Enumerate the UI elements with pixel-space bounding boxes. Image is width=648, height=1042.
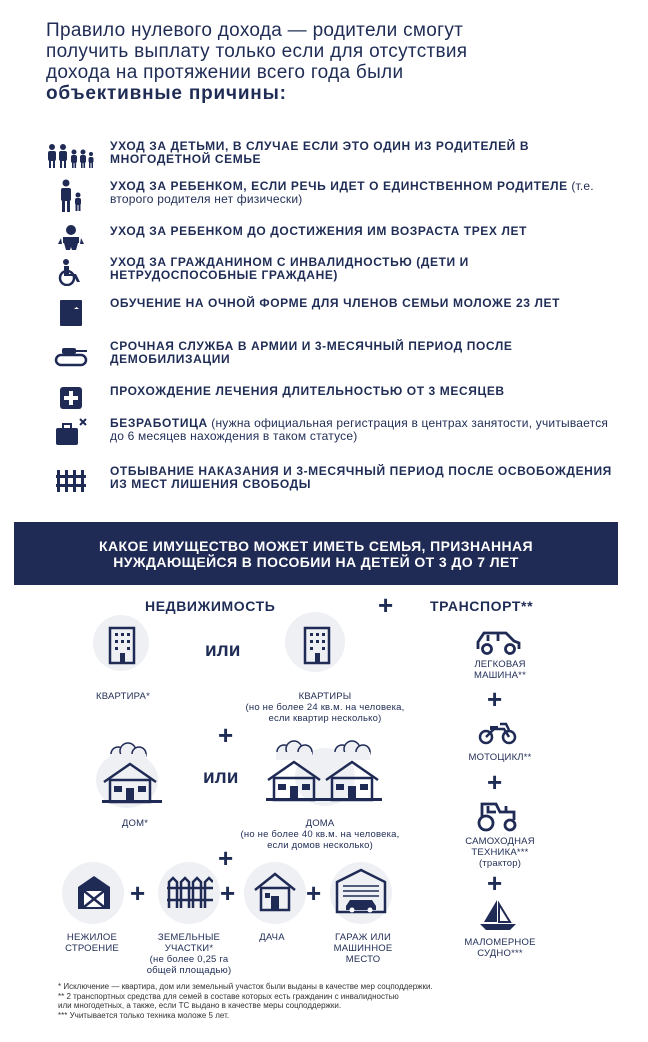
fence-icon — [165, 876, 213, 915]
footnote-3: или многодетных, а также, если ТС выдано в качестве меры соцподдержки. — [58, 1001, 342, 1010]
intro-line-3: дохода на протяжении всего года были — [46, 62, 404, 83]
reason-item — [46, 256, 626, 290]
plus-sign: + — [306, 878, 322, 908]
garage-label: ГАРАЖ ИЛИ МАШИННОЕ МЕСТО — [333, 932, 393, 965]
plus-sign: + — [487, 684, 503, 714]
plus-sign: + — [220, 878, 236, 908]
plus-sign: + — [378, 590, 394, 620]
reason-text: УХОД ЗА РЕБЕНКОМ, ЕСЛИ РЕЧЬ ИДЕТ О ЕДИНСТВЕННОМ РОДИТЕЛЕ — [110, 179, 568, 193]
reason-item: УХОД ЗА РЕБЕНКОМ, ЕСЛИ РЕЧЬ ИДЕТ О ЕДИНСТВЕННОМ РОДИТЕЛЕ (т.е. второго родителя нет физически) — [46, 180, 626, 214]
transport-header: ТРАНСПОРТ** — [430, 598, 534, 614]
reason-text: УХОД ЗА ГРАЖДАНИНОМ С ИНВАЛИДНОСТЬЮ (ДЕТИ И НЕТРУДОСПОСОБНЫЕ ГРАЖДАНЕ) — [110, 255, 469, 282]
tractor-icon — [474, 798, 520, 837]
realty-header: НЕДВИЖИМОСТЬ — [145, 598, 276, 614]
houses-label: ДОМА (но не более 40 кв.м. на человека, если домов несколько) — [240, 818, 400, 851]
or-label: или — [205, 640, 241, 661]
reason-text: БЕЗРАБОТИЦА — [110, 416, 208, 430]
garage-icon — [334, 866, 388, 919]
reason-item — [46, 297, 626, 331]
medical-cross-icon — [46, 382, 96, 414]
wheelchair-icon — [46, 256, 96, 288]
book-icon — [46, 297, 96, 329]
reason-text: УХОД ЗА ДЕТЬМИ, В СЛУЧАЕ ЕСЛИ ЭТО ОДИН ИЗ РОДИТЕЛЕЙ В МНОГОДЕТНОЙ СЕМЬЕ — [110, 139, 530, 166]
dacha-house-icon — [252, 870, 298, 917]
house-icon — [96, 742, 168, 811]
banner-line-2: НУЖДАЮЩЕЙСЯ В ПОСОБИИ НА ДЕТЕЙ ОТ 3 ДО 7 ЛЕТ — [113, 554, 519, 570]
reason-text: ОТБЫВАНИЕ НАКАЗАНИЯ И 3-МЕСЯЧНЫЙ ПЕРИОД ПОСЛЕ ОСВОБОЖДЕНИЯ ИЗ МЕСТ ЛИШЕНИЯ СВОБОДЫ — [110, 464, 612, 491]
prison-bars-icon — [46, 465, 96, 497]
car-label: ЛЕГКОВАЯ МАШИНА** — [474, 659, 526, 681]
reason-item — [46, 222, 626, 256]
plus-sign: + — [130, 878, 146, 908]
tank-icon — [46, 340, 96, 372]
intro-line-1: Правило нулевого дохода — родители смогут — [46, 20, 464, 41]
property-banner — [14, 522, 618, 585]
reason-text: ПРОХОЖДЕНИЕ ЛЕЧЕНИЯ ДЛИТЕЛЬНОСТЬЮ ОТ 3 МЕСЯЦЕВ — [110, 384, 505, 398]
footnote-2: ** 2 транспортных средства для семей в составе которых есть гражданин с инвалидностью — [58, 991, 399, 1001]
selfpropelled-label: САМОХОДНАЯ ТЕХНИКА*** (трактор) — [465, 836, 535, 869]
footnote-1: * Исключение — квартира, дом или земельный участок были выданы в качестве мер соцподдержки. — [58, 982, 433, 991]
footnotes — [58, 982, 618, 1020]
intro-line-2: получить выплату только если для отсутствия — [46, 41, 468, 62]
nonresidential-label: НЕЖИЛОЕ СТРОЕНИЕ — [65, 932, 119, 954]
footnote-4: *** Учитывается только техника моложе 5 лет. — [58, 1010, 230, 1020]
motorcycle-icon — [478, 720, 518, 751]
house-label: ДОМ* — [121, 818, 149, 829]
car-icon — [474, 627, 522, 662]
reason-text: СРОЧНАЯ СЛУЖБА В АРМИИ И 3-МЕСЯЧНЫЙ ПЕРИОД ПОСЛЕ ДЕМОБИЛИЗАЦИИ — [110, 339, 513, 366]
apartment-building-icon — [107, 625, 137, 670]
reason-item — [46, 340, 626, 374]
reason-item — [46, 140, 626, 174]
banner-line-1: КАКОЕ ИМУЩЕСТВО МОЖЕТ ИМЕТЬ СЕМЬЯ, ПРИЗНАННАЯ — [99, 538, 533, 554]
plus-sign: + — [487, 767, 503, 797]
apartments-label: КВАРТИРЫ (но не более 24 кв.м. на человека, если квартир несколько) — [245, 691, 405, 724]
apartments-building-icon — [302, 625, 332, 670]
reason-text: ОБУЧЕНИЕ НА ОЧНОЙ ФОРМЕ ДЛЯ ЧЛЕНОВ СЕМЬИ МОЛОЖЕ 23 ЛЕТ — [110, 296, 561, 310]
dacha-label: ДАЧА — [259, 932, 285, 943]
houses-icon — [262, 740, 388, 811]
barn-icon — [74, 873, 114, 916]
reason-item — [46, 465, 626, 499]
boat-label: МАЛОМЕРНОЕ СУДНО*** — [464, 937, 536, 959]
plus-sign: + — [218, 720, 234, 750]
or-label: или — [203, 767, 239, 788]
sailboat-icon — [478, 898, 518, 937]
baby-icon — [46, 222, 96, 254]
family-icon — [46, 140, 96, 172]
land-label: ЗЕМЕЛЬНЫЕ УЧАСТКИ* (не более 0,25 га общей площадью) — [146, 932, 232, 976]
intro-text — [46, 20, 606, 104]
reason-item: БЕЗРАБОТИЦА (нужна официальная регистрация в центрах занятости, учитывается до 6 месяцев нахождения в таком статусе) — [46, 417, 626, 451]
reason-text: УХОД ЗА РЕБЕНКОМ ДО ДОСТИЖЕНИЯ ИМ ВОЗРАСТА ТРЕХ ЛЕТ — [110, 224, 528, 238]
reason-item — [46, 382, 626, 416]
briefcase-icon — [46, 417, 96, 449]
plus-sign: + — [487, 868, 503, 898]
motorcycle-label: МОТОЦИКЛ** — [468, 752, 532, 763]
plus-sign: + — [218, 843, 234, 873]
single-parent-icon — [46, 180, 96, 212]
apartment-label: КВАРТИРА* — [96, 691, 150, 702]
intro-bold: объективные причины: — [46, 83, 287, 104]
